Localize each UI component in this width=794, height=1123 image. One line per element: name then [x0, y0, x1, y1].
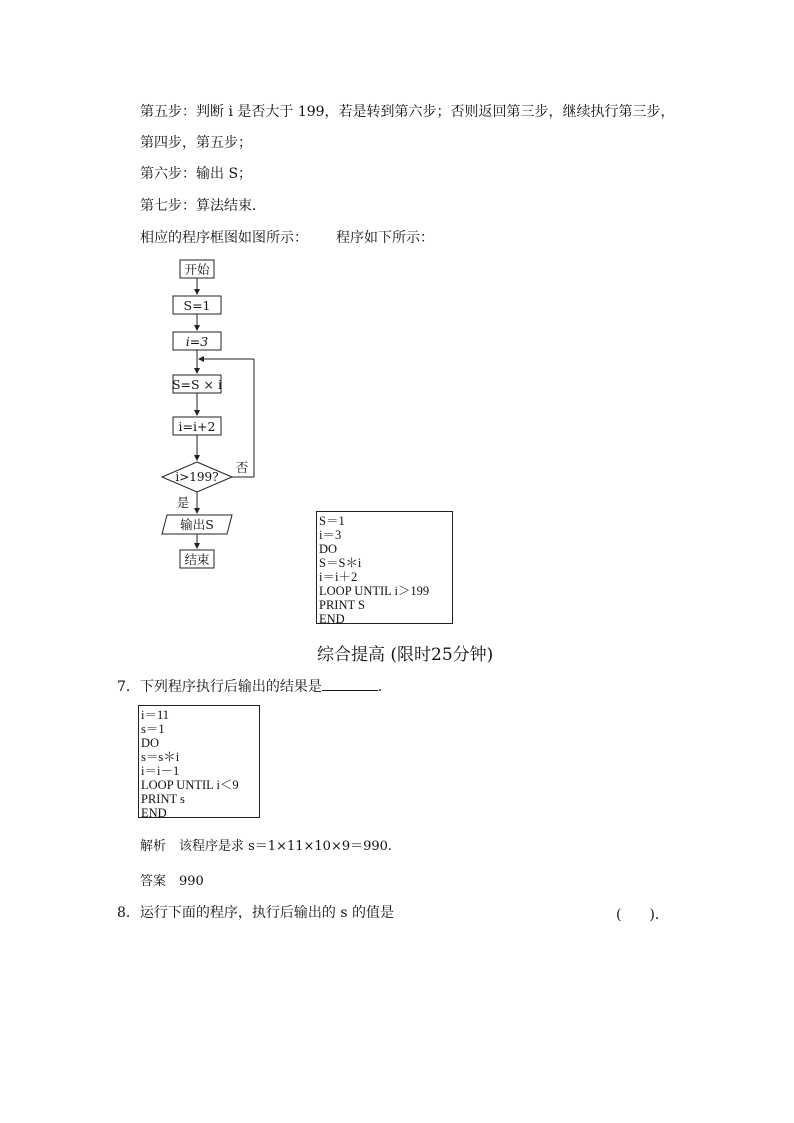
caption-flowchart: 相应的程序框图如图所示： — [140, 230, 308, 246]
caption-program: 程序如下所示： — [336, 230, 434, 246]
q8-text: 8．运行下面的程序，执行后输出的 s 的值是 — [117, 905, 394, 921]
code-line: LOOP UNTIL i＞199 — [319, 584, 430, 598]
code-line: i＝i－1 — [141, 764, 180, 778]
q8-answer-paren: ( )． — [616, 907, 669, 923]
code-line: S＝S＊i — [319, 556, 362, 570]
code-line: END — [141, 806, 167, 820]
code-line: LOOP UNTIL i＜9 — [141, 778, 239, 792]
q7-blank — [322, 677, 378, 691]
flow-start-label: 开始 — [184, 262, 210, 277]
code-line: PRINT s — [141, 792, 185, 806]
flow-s-init-label: S=1 — [183, 298, 211, 313]
flow-yes-label: 是 — [176, 495, 190, 510]
code-line: PRINT S — [319, 598, 365, 612]
step6: 第六步：输出 S； — [140, 166, 253, 182]
code-line: DO — [141, 736, 160, 750]
code-line: s＝1 — [141, 722, 165, 736]
flow-condition-label: i>199? — [175, 470, 219, 484]
flow-output-label: 输出S — [180, 517, 214, 532]
code-line: DO — [319, 542, 338, 556]
section-title: 综合提高 (限时25分钟) — [317, 645, 494, 665]
step5-line1: 第五步：判断 i 是否大于 199，若是转到第六步；否则返回第三步，继续执行第三步， — [140, 104, 675, 120]
program-box-q7 — [138, 705, 260, 818]
code-line: S＝1 — [319, 514, 345, 528]
code-line: END — [319, 612, 345, 626]
program-box-1 — [316, 511, 453, 624]
q7-end-punct: ． — [377, 679, 392, 695]
flow-i-init-label: i=3 — [185, 334, 209, 349]
flow-s-update-label: S=S × i — [171, 377, 223, 392]
flowchart — [150, 255, 270, 575]
code-line: s＝s＊i — [141, 750, 180, 764]
q7-text — [117, 677, 392, 696]
flow-i-update-label: i=i+2 — [178, 419, 216, 434]
q7-stem: 7．下列程序执行后输出的结果是 — [117, 679, 322, 695]
code-line: i＝3 — [319, 528, 342, 542]
flow-no-label: 否 — [235, 460, 249, 475]
code-line: i＝i＋2 — [319, 570, 358, 584]
q7-analysis: 解析 该程序是求 s＝1×11×10×9＝990. — [140, 839, 393, 854]
step5-line2: 第四步，第五步； — [140, 135, 252, 151]
code-line: i＝11 — [141, 708, 170, 722]
step7: 第七步：算法结束． — [140, 198, 266, 214]
flow-end-label: 结束 — [184, 552, 210, 567]
q7-answer: 答案 990 — [140, 874, 204, 889]
